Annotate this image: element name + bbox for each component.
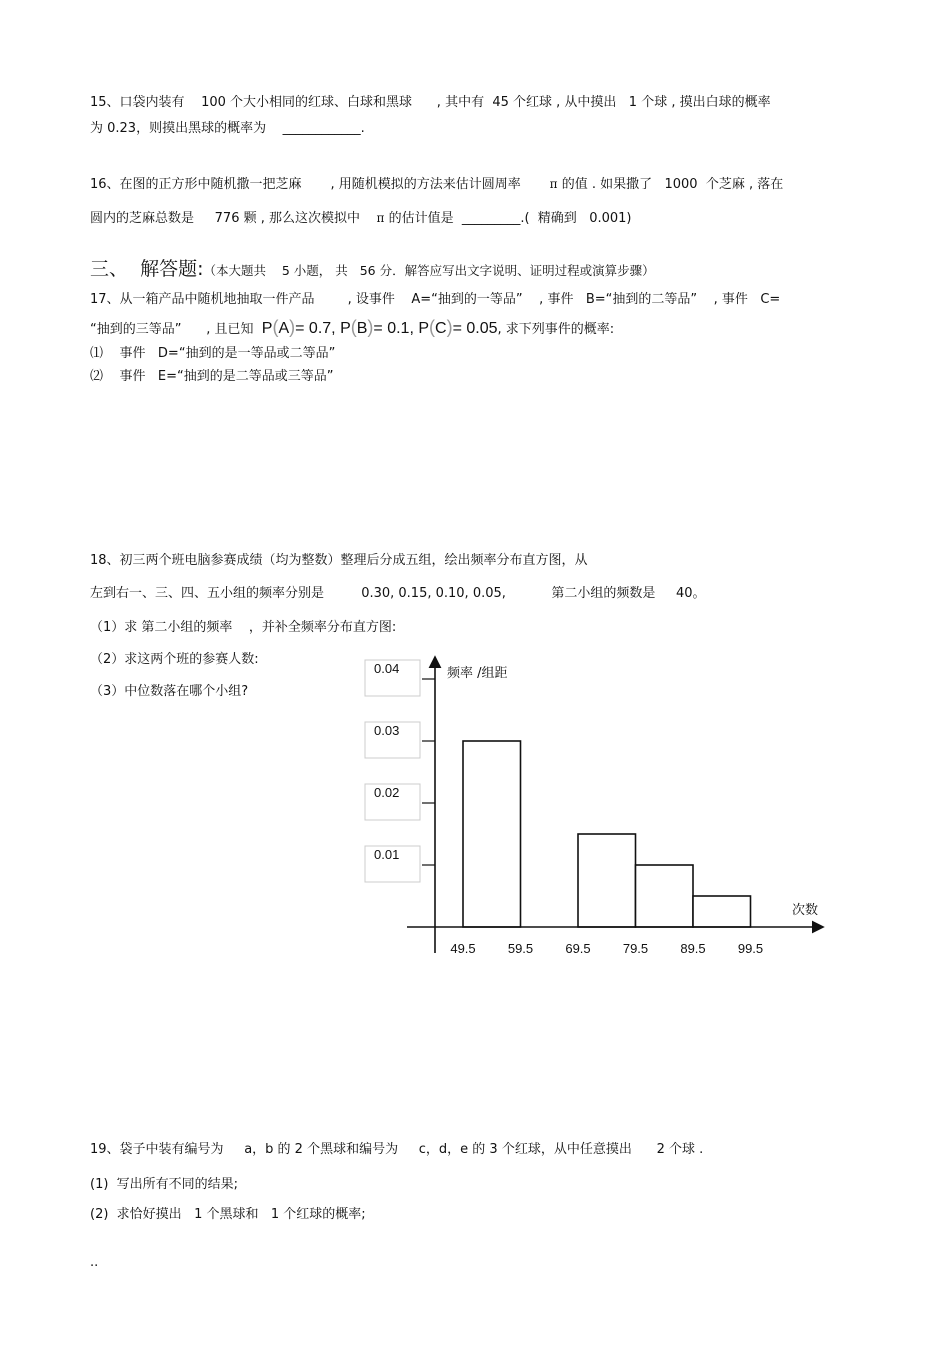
q18-sub3: （3）中位数落在哪个小组?	[90, 684, 249, 699]
section-note: （本大题共 5 小题， 共 56 分．解答应写出文字说明、证明过程或演算步骤）	[203, 263, 655, 278]
q16-line2	[90, 209, 632, 228]
y-tick-label: 0.04	[374, 661, 400, 676]
q18-sub2: （2）求这两个班的参赛人数:	[90, 652, 259, 667]
section-heading	[90, 254, 655, 281]
x-tick-label: 89.5	[680, 941, 706, 956]
x-axis-label: 次数	[792, 903, 819, 918]
x-tick-label: 59.5	[507, 941, 534, 956]
frequency-histogram	[360, 650, 830, 960]
x-tick-label: 79.5	[622, 941, 649, 956]
q16-line1	[90, 175, 783, 194]
pi-symbol: π	[549, 177, 558, 191]
y-axis-label: 频率 /组距	[447, 666, 508, 681]
q15-line1: 15、口袋内装有 100 个大小相同的红球、白球和黑球 , 其中有 45 个红球 , 从中摸出 1 个球 , 摸出白球的概率	[90, 95, 771, 110]
y-ticks	[422, 679, 435, 865]
page-footer: ..	[90, 1255, 99, 1270]
q17-item1: ⑴ 事件 D=“抽到的是一等品或二等品”	[90, 346, 336, 361]
histogram-bar	[463, 741, 521, 927]
x-tick-label: 69.5	[565, 941, 591, 956]
y-tick-label: 0.03	[374, 723, 400, 738]
q17-line1: 17、从一箱产品中随机地抽取一件产品 , 设事件 A=“抽到的一等品” , 事件 B=“抽到的二等品” , 事件 C=	[90, 292, 781, 307]
y-tick-label: 0.01	[374, 847, 400, 862]
q15-line2: 为 0.23，则摸出黑球的概率为 ____________.	[90, 121, 365, 136]
q17-line2	[90, 316, 614, 341]
q17-item2: ⑵ 事件 E=“抽到的是二等品或三等品”	[90, 369, 334, 384]
q16-text-b: 的值 . 如果撒了 1000 个芝麻 , 落在	[557, 177, 784, 192]
q16-text-d: 的估计值是 _________.( 精确到 0.001)	[384, 211, 632, 226]
x-tick-label: 99.5	[737, 941, 764, 956]
y-tick-label: 0.02	[374, 785, 400, 800]
q16-text-c: 圆内的芝麻总数是 776 颗 , 那么这次模拟中	[90, 211, 377, 226]
histogram-bars	[463, 741, 751, 927]
x-tick-label: 49.5	[450, 941, 476, 956]
pi-symbol: π	[376, 211, 385, 225]
q18-line2: 左到右一、三、四、五小组的频率分别是 0.30, 0.15, 0.10, 0.05, 第二小组的频数是 40。	[90, 586, 706, 601]
x-tick-labels	[450, 941, 763, 956]
q18-line1: 18、初三两个班电脑参赛成绩（均为整数）整理后分成五组，绘出频率分布直方图，从	[90, 553, 588, 568]
q19-sub1: (1) 写出所有不同的结果;	[90, 1177, 239, 1192]
histogram-bar	[578, 834, 636, 927]
probability-expression: P(A)= 0.7, P(B)= 0.1, P(C)= 0.05	[261, 317, 498, 337]
section-title: 三、 解答题:	[90, 258, 204, 280]
q17-text-b: , 求下列事件的概率:	[497, 322, 615, 337]
q18-sub1: （1）求 第二小组的频率 ，并补全频率分布直方图:	[90, 620, 397, 635]
histogram-bar	[636, 865, 694, 927]
q16-text-a: 16、在图的正方形中随机撒一把芝麻 , 用随机模拟的方法来估计圆周率	[90, 177, 550, 192]
y-tick-label-boxes	[365, 660, 420, 882]
q19-line1: 19、袋子中装有编号为 a，b 的 2 个黑球和编号为 c，d，e 的 3 个红球，从中任意摸出 2 个球 .	[90, 1142, 704, 1157]
q19-sub2: (2) 求恰好摸出 1 个黑球和 1 个红球的概率;	[90, 1207, 366, 1222]
histogram-bar	[693, 896, 751, 927]
q17-text-a: “抽到的三等品” , 且已知	[90, 322, 262, 337]
